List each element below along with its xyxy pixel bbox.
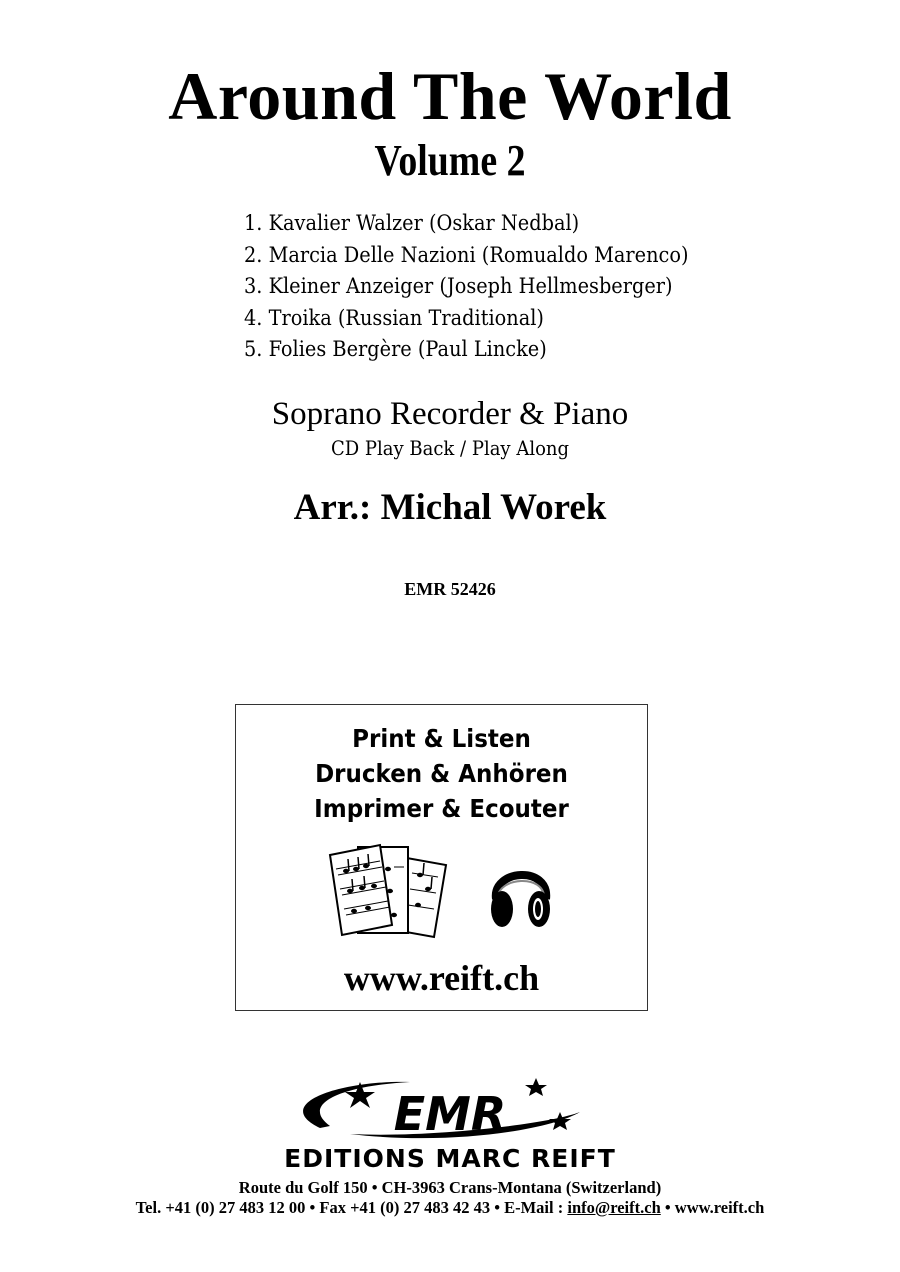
logo-mark: EMR [393, 1087, 507, 1141]
list-item: 1. Kavalier Walzer (Oskar Nedbal) [244, 211, 580, 235]
print-listen-line-de: Drucken & Anhören [315, 759, 568, 788]
emr-logo [230, 1074, 670, 1174]
print-listen-box [235, 704, 648, 1011]
print-listen-line-en: Print & Listen [352, 724, 531, 753]
sheet-music-icon [328, 841, 458, 941]
instrumentation: Soprano Recorder & Piano [271, 396, 629, 432]
footer-tel-fax: Tel. +41 (0) 27 483 12 00 • Fax +41 (0) 27 483 42 43 • E-Mail : [135, 1198, 568, 1217]
footer-address: Route du Golf 150 • CH-3963 Crans-Montana (Switzerland) [238, 1178, 662, 1197]
arranger: Arr.: Michal Worek [293, 487, 607, 528]
track-list [244, 208, 689, 366]
catalog-number: EMR 52426 [404, 579, 496, 599]
print-listen-line-fr: Imprimer & Ecouter [314, 794, 569, 823]
page-title: Around The World [168, 58, 732, 134]
headphones-icon [488, 855, 554, 933]
footer-contact [0, 1198, 900, 1218]
list-item: 5. Folies Bergère (Paul Lincke) [244, 337, 547, 361]
list-item: 2. Marcia Delle Nazioni (Romualdo Marenco) [244, 242, 689, 267]
footer-web: • www.reift.ch [660, 1198, 765, 1217]
email-link[interactable]: info@reift.ch [567, 1198, 661, 1217]
volume-subtitle: Volume 2 [374, 136, 526, 185]
website-link[interactable]: www.reift.ch [343, 958, 540, 998]
cd-note: CD Play Back / Play Along [330, 436, 570, 460]
list-item: 4. Troika (Russian Traditional) [244, 305, 544, 330]
list-item: 3. Kleiner Anzeiger (Joseph Hellmesberger) [244, 274, 673, 298]
logo-name: EDITIONS MARC REIFT [284, 1144, 616, 1173]
